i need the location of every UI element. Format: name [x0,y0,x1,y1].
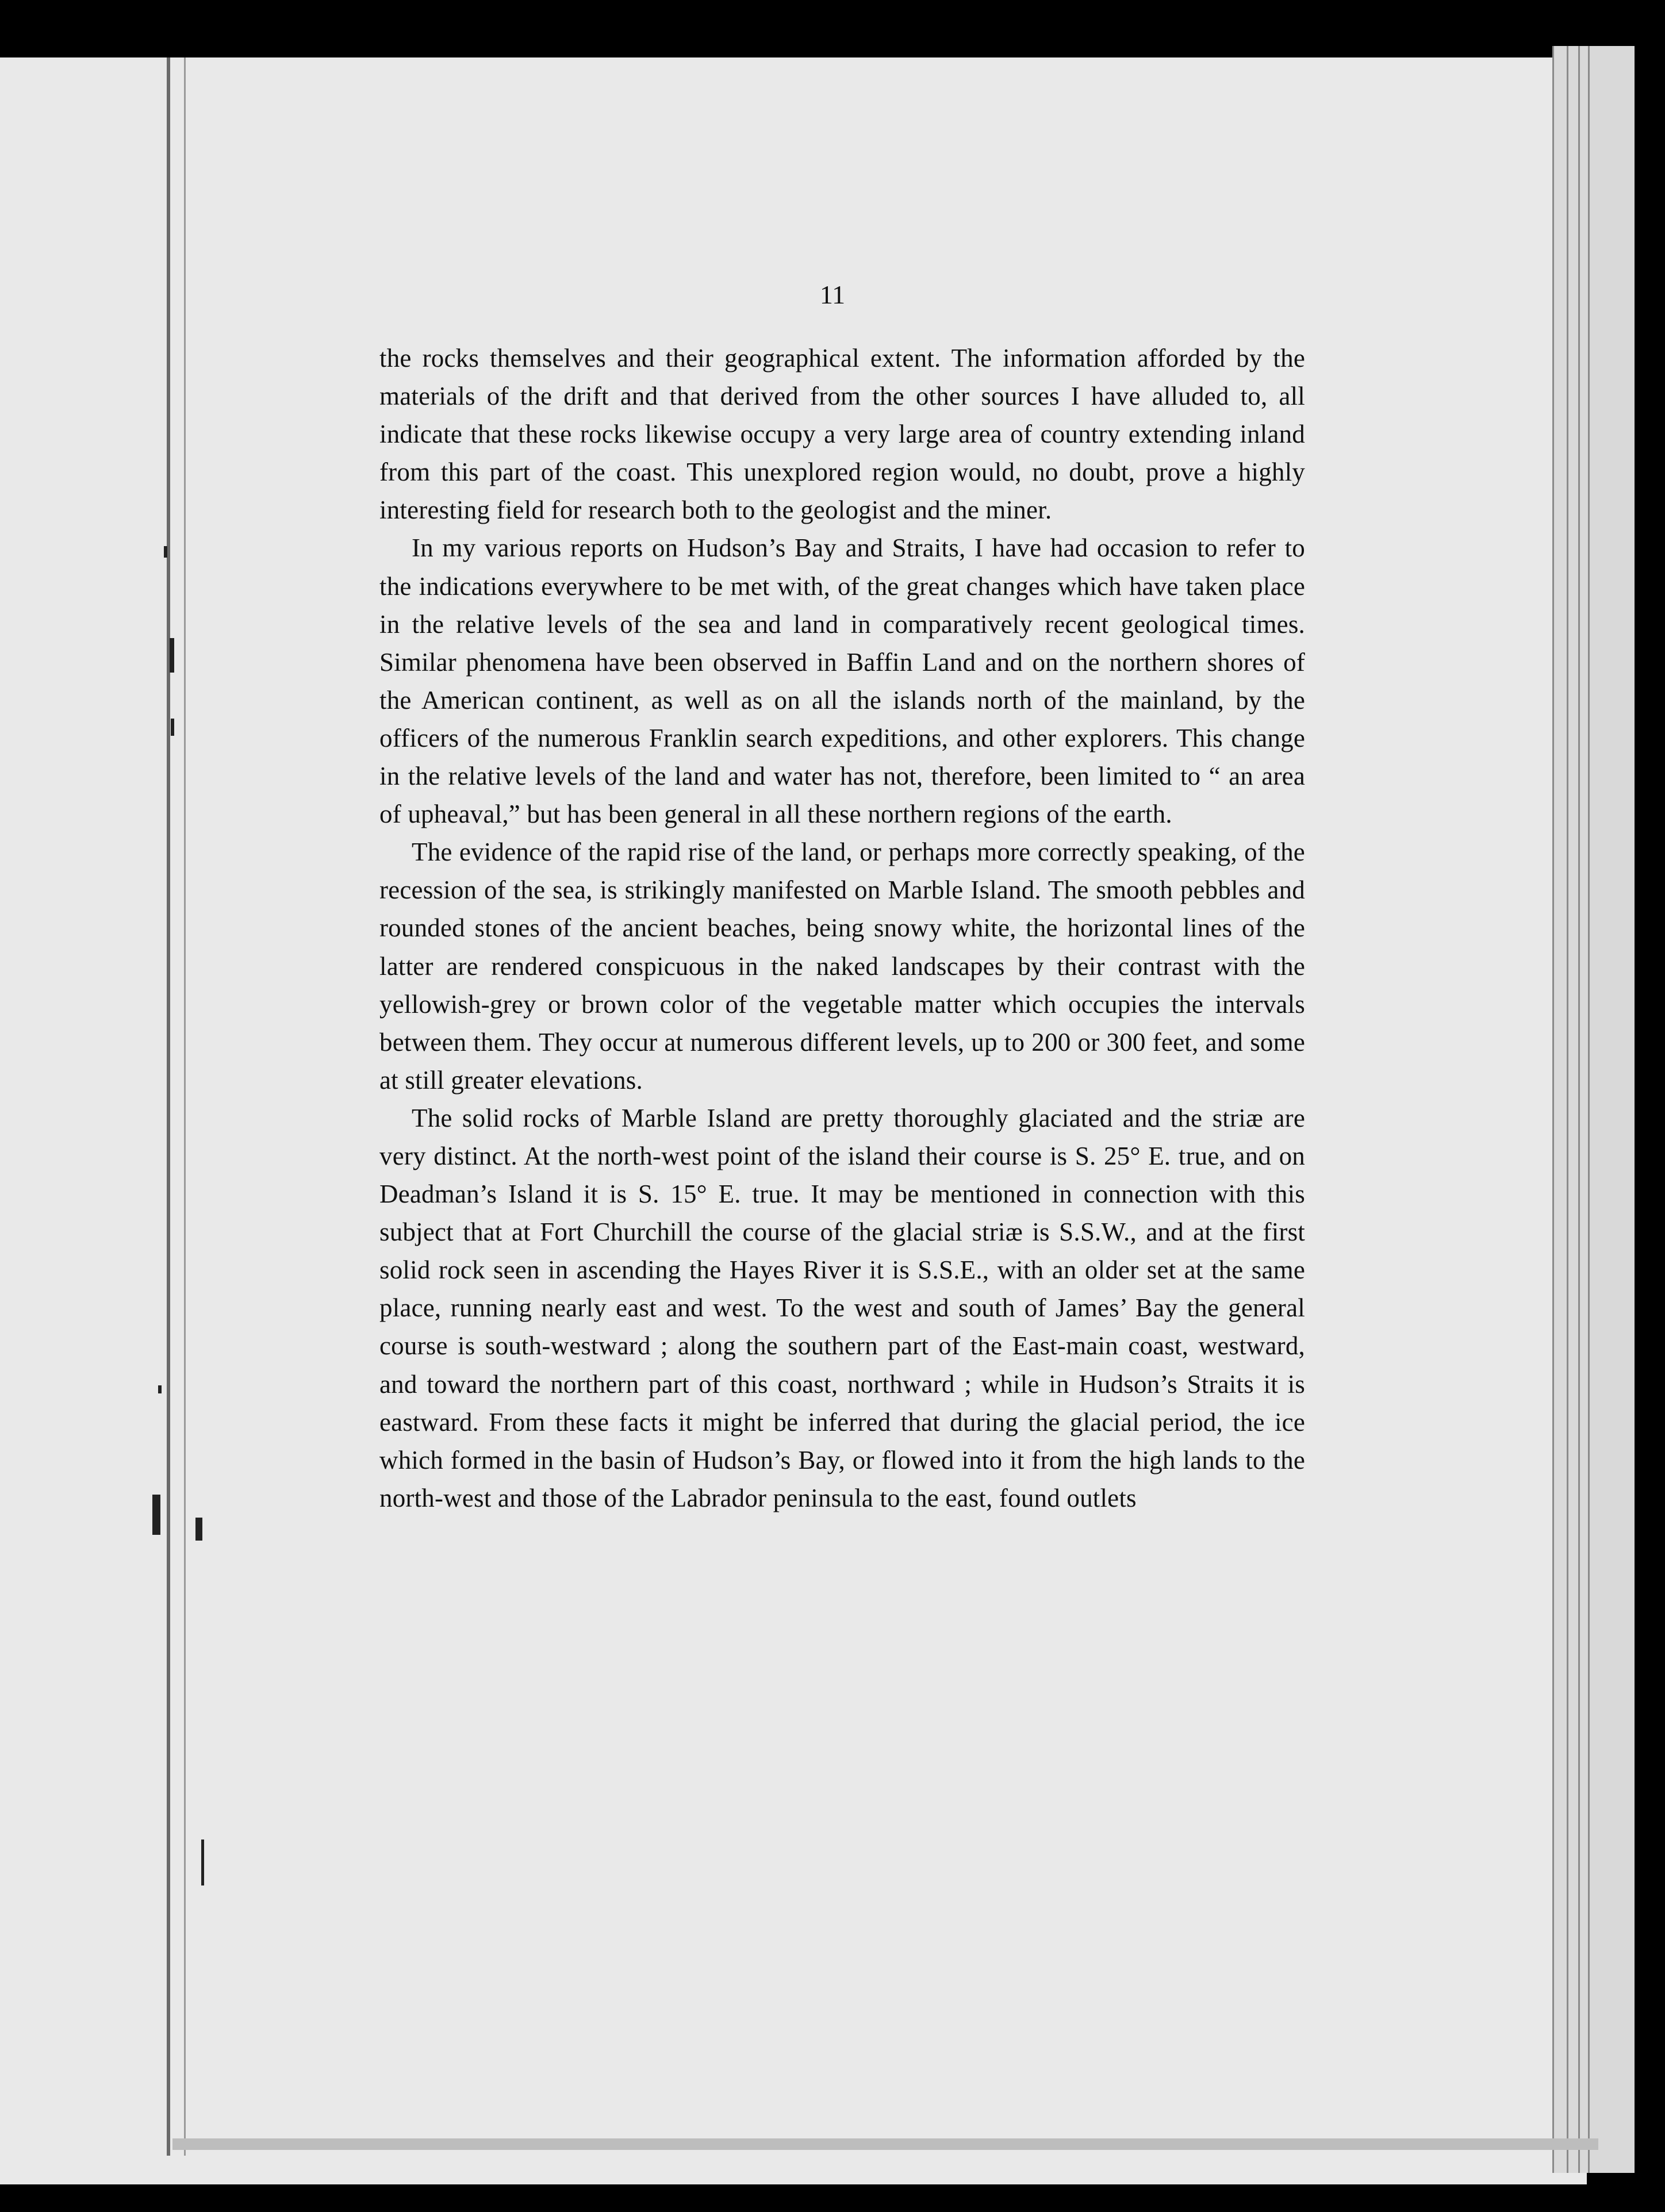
paragraph: In my various reports on Hudson’s Bay and Straits, I have had occasion to refer to the indications everywhere to be met with, of the great changes which have taken place in the relative levels of the sea and land in comparatively recent geological times. Similar phenomena have been observed in Baffin Land and on the northern shores of the American continent, as well as on all the islands north of the mainland, by the officers of the numerous Franklin search expeditions, and other explorers. This change in the relative levels of the land and water has not, therefore, been limited to “ an area of upheaval,” but has been general in all these northern regions of the earth. [379,533,1305,829]
body-text [379,339,1305,1517]
paragraph: The evidence of the rapid rise of the land, or perhaps more correctly speaking, of the recession of the sea, is strikingly manifested on Marble Island. The smooth pebbles and rounded stones of the ancient beaches, being snowy white, the horizontal lines of the latter are rendered conspicuous in the naked landscapes by their contrast with the yellowish-grey or brown color of the vegetable matter which occupies the intervals between them. They occur at numerous different levels, up to 200 or 300 feet, and some at still greater elevations. [379,838,1305,1095]
scan-speck [201,1840,204,1885]
scan-speck [170,638,174,673]
scan-speck [195,1518,202,1541]
paragraph: the rocks themselves and their geographical extent. The information afforded by the materials of the drift and that derived from the other sources I have alluded to, all indicate that these rocks likewise occupy a very large area of country extending inland from this part of the coast. This unexplored region would, no doubt, prove a highly interesting field for research both to the geologist and the miner. [379,344,1305,525]
scan-speck [158,1385,162,1393]
paragraph: The solid rocks of Marble Island are pretty thoroughly glaciated and the striæ are very distinct. At the north-west point of the island their course is S. 25° E. true, and on Deadman’s Island it is S. 15° E. true. It may be mentioned in connection with this subject that at Fort Churchill the course of the glacial striæ is S.S.W., and at the first solid rock seen in ascending the Hayes River it is S.S.E., with an older set at the same place, running nearly east and west. To the west and south of James’ Bay the general course is south-westward ; along the southern part of the East-main coast, westward, and toward the northern part of this coast, northward ; while in Hudson’s Straits it is eastward. From these facts it might be inferred that during the glacial period, the ice which formed in the basin of Hudson’s Bay, or flowed into it from the high lands to the north-west and those of the Labrador peninsula to the east, found outlets [379,1103,1305,1512]
scan-speck [164,546,167,558]
page-edge [1588,46,1635,2173]
page-number: 11 [819,280,846,309]
margin-scan-marks [147,0,216,2212]
scan-speck [171,719,174,736]
page-edge-stack [1552,46,1633,2173]
page-bottom-edge [172,2138,1598,2150]
scan-speck [152,1495,160,1535]
